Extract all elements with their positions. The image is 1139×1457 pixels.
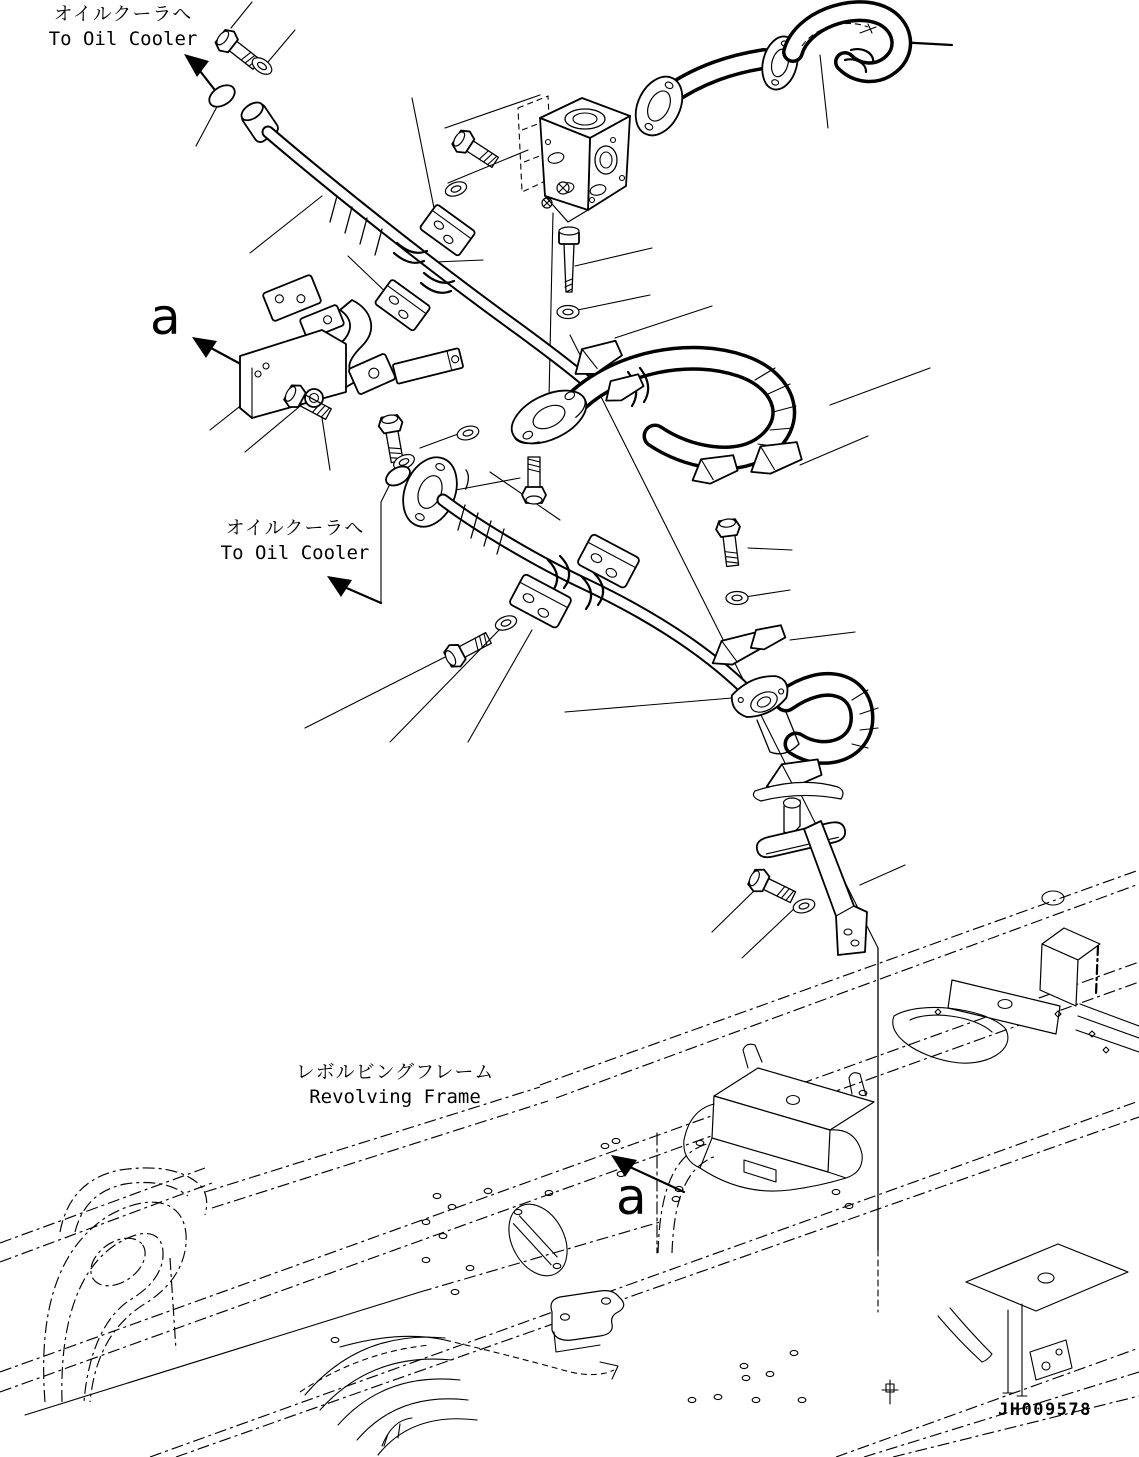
upper-elbow-hose — [456, 335, 803, 504]
label-to-oil-cooler-top — [3, 2, 243, 52]
washer — [443, 179, 468, 199]
valve-block — [518, 96, 630, 319]
return-pipe-and-hose — [627, 11, 902, 143]
spacer-tube — [784, 798, 801, 833]
hex-bolt — [441, 627, 494, 670]
label-to-oil-cooler-mid-jp: オイルクーラへ — [225, 517, 365, 539]
label-revolving-frame-jp: レボルビングフレーム — [295, 1061, 495, 1083]
right-mount — [893, 891, 1139, 1063]
arrow-to-oil-cooler-top — [184, 54, 209, 77]
hex-bolt — [745, 866, 798, 908]
frame-opening — [497, 1194, 579, 1286]
clamp-bracket-assembly — [240, 274, 463, 424]
section-marker-a-lower: a — [616, 1168, 647, 1226]
label-to-oil-cooler-top-en: To Oil Cooler — [48, 28, 198, 50]
center-mount — [684, 1044, 874, 1191]
washer — [456, 424, 481, 442]
split-clamp-lower — [374, 279, 430, 331]
label-revolving-frame — [275, 1060, 515, 1110]
washer — [557, 306, 579, 319]
hex-bolt — [522, 457, 546, 504]
arrow-section-a-upper — [192, 337, 217, 358]
washer — [792, 897, 817, 915]
hex-bolt — [449, 127, 501, 173]
label-to-oil-cooler-top-jp: オイルクーラへ — [53, 3, 193, 25]
bracket-arm — [393, 348, 464, 384]
hex-bolt — [715, 518, 745, 568]
upper-tube-assembly — [205, 26, 596, 390]
washer — [493, 613, 518, 633]
corner-arcs — [305, 1337, 477, 1455]
drawing-number: JH009578 — [998, 1400, 1092, 1420]
split-clamp — [509, 573, 573, 628]
arrow-to-oil-cooler-mid — [327, 576, 352, 597]
long-mounting-bolt — [559, 227, 579, 292]
label-revolving-frame-en: Revolving Frame — [309, 1086, 481, 1108]
frame-bolt — [882, 1380, 898, 1404]
section-marker-a-upper: a — [150, 288, 181, 346]
split-clamp-upper — [419, 204, 475, 256]
label-to-oil-cooler-mid-en: To Oil Cooler — [220, 542, 370, 564]
washer — [726, 592, 748, 605]
frame-block — [551, 1291, 624, 1352]
label-to-oil-cooler-mid — [175, 516, 415, 566]
revolving-frame — [0, 870, 1139, 1457]
table-mount — [882, 1244, 1128, 1404]
